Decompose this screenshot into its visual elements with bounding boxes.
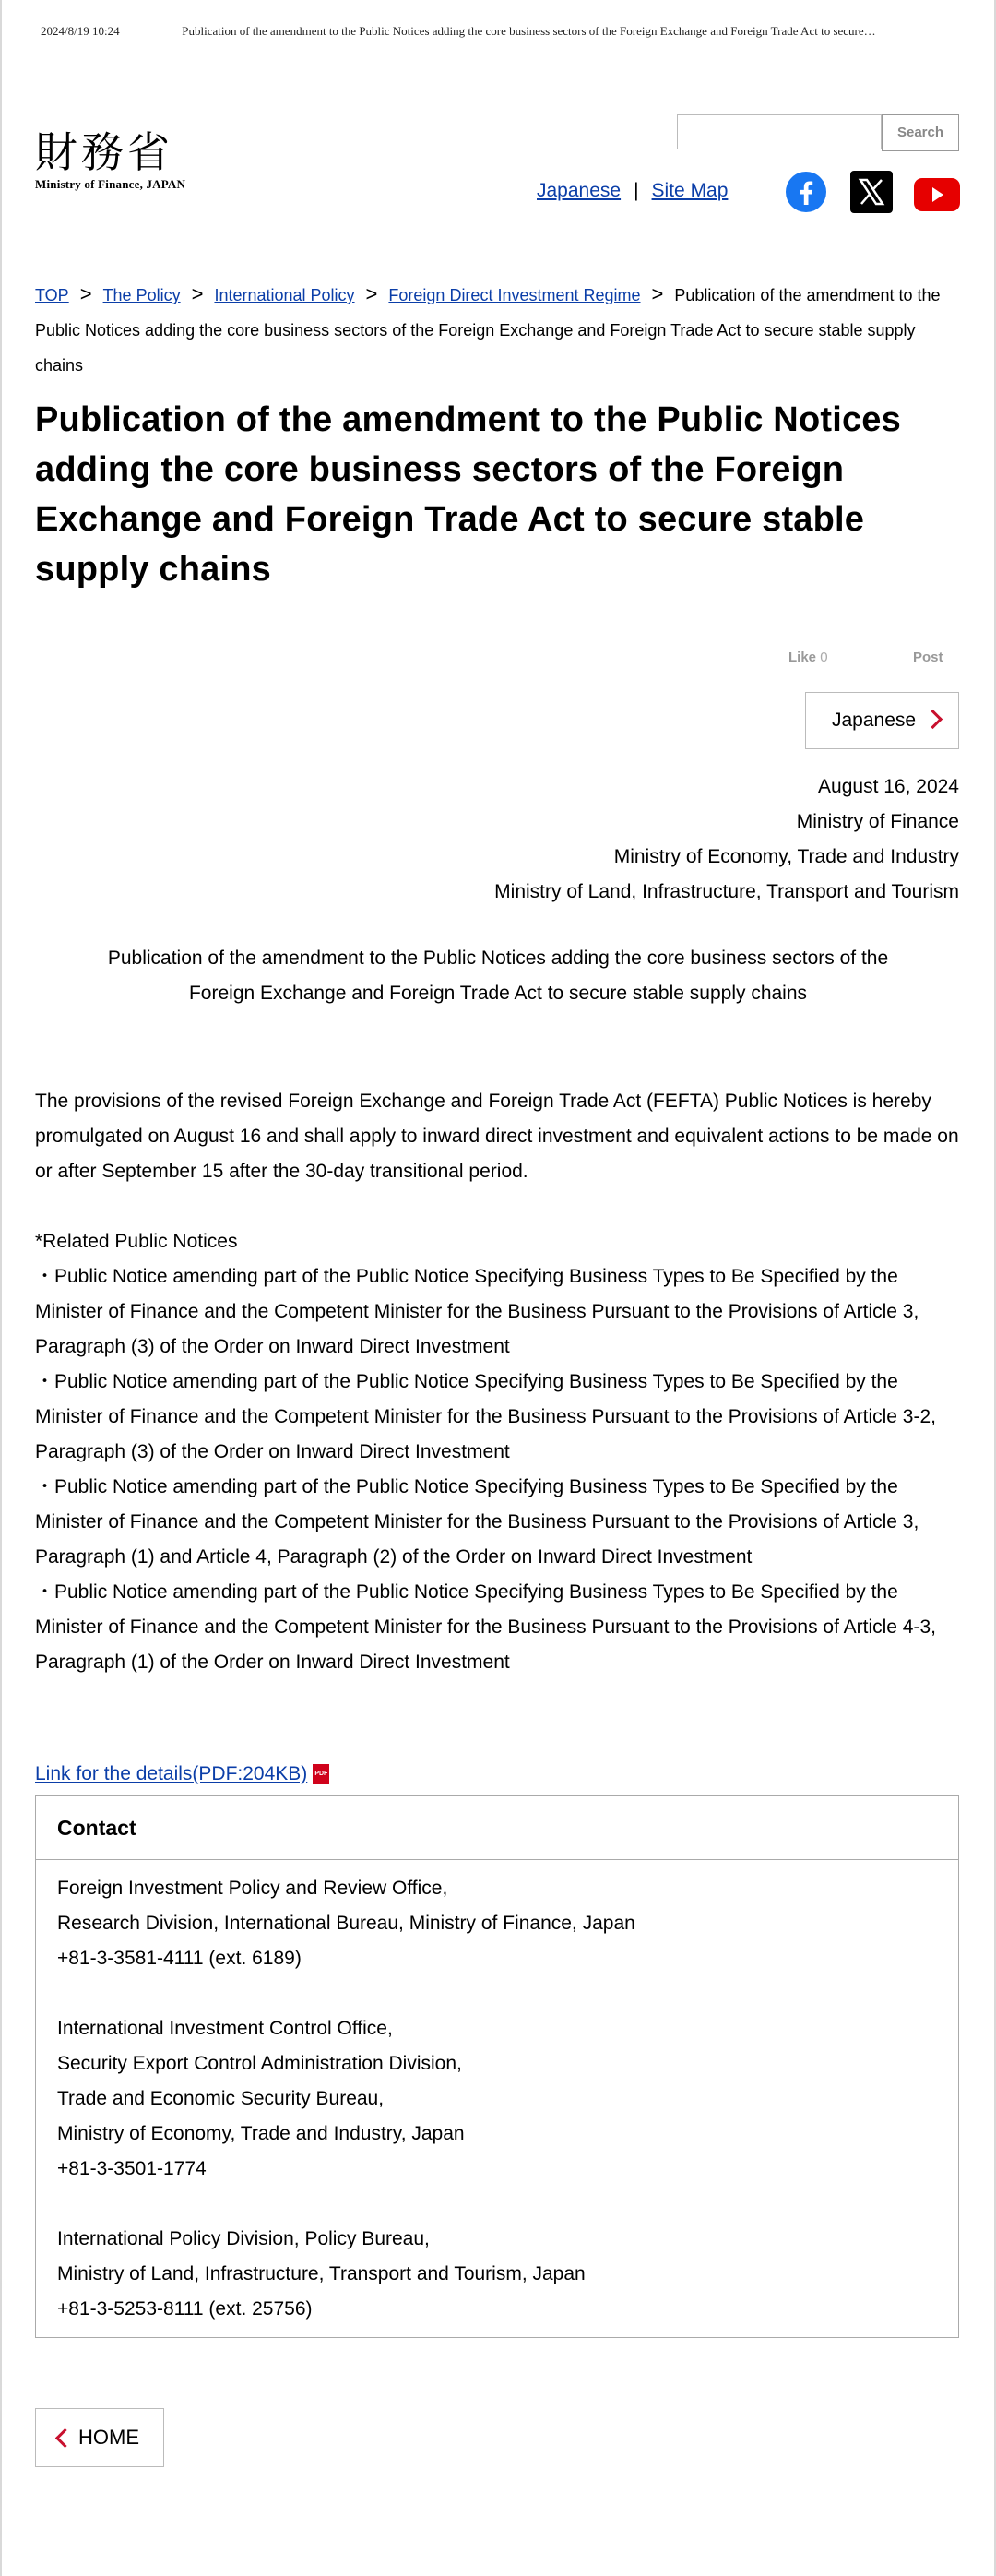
x-icon[interactable] <box>850 171 893 213</box>
contact-line: International Policy Division, Policy Bureau, <box>57 2228 430 2249</box>
contact-line: Security Export Control Administration Division, <box>57 2053 462 2074</box>
pdf-icon: PDF <box>313 1764 329 1784</box>
related-heading: *Related Public Notices <box>35 1231 238 1252</box>
pdf-details-link[interactable] <box>35 1763 329 1785</box>
contact-line: Research Division, International Bureau, Ministry of Finance, Japan <box>57 1913 635 1934</box>
contact-phone: +81-3-5253-8111 (ext. 25756) <box>57 2298 313 2320</box>
org-meti: Ministry of Economy, Trade and Industry <box>613 846 959 867</box>
contact-block-mof <box>57 1871 937 1976</box>
top-links <box>537 180 728 202</box>
logo-english: Ministry of Finance, JAPAN <box>35 177 186 191</box>
page-title: Publication of the amendment to the Public Notices adding the core business sectors of the Foreign Exchange and Foreign Trade Act to secure stable supply chains <box>35 400 901 589</box>
breadcrumb <box>35 277 959 383</box>
related-notice-item: ・Public Notice amending part of the Public Notice Specifying Business Types to Be Specified by the Minister of Finance and the Competent Minister for the Business Pursuant to the Provisions of Article 3, Paragraph (1) and Article 4, Paragraph (2) of the Order on Inward Direct Investment <box>35 1476 919 1568</box>
page-frame-left <box>0 0 2 2576</box>
release-meta <box>406 769 959 910</box>
mof-logo[interactable] <box>35 129 185 192</box>
contact-block-meti <box>57 2011 937 2187</box>
org-mof: Ministry of Finance <box>796 811 959 832</box>
related-notice-item: ・Public Notice amending part of the Public Notice Specifying Business Types to Be Specified by the Minister of Finance and the Competent Minister for the Business Pursuant to the Provisions of Article 4-3, Paragraph (1) of the Order on Inward Direct Investment <box>35 1581 936 1673</box>
contact-phone: +81-3-3581-4111 (ext. 6189) <box>57 1948 302 1969</box>
facebook-icon[interactable] <box>786 172 826 212</box>
pdf-link-text[interactable]: Link for the details(PDF:204KB) <box>35 1763 308 1784</box>
contact-heading: Contact <box>36 1796 958 1860</box>
contact-line: Foreign Investment Policy and Review Office, <box>57 1878 448 1899</box>
breadcrumb-separator: > <box>79 282 92 305</box>
chevron-right-icon <box>923 710 943 729</box>
contact-block-mlit <box>57 2222 937 2327</box>
release-date: August 16, 2024 <box>818 776 959 797</box>
search-button[interactable]: Search <box>882 114 959 151</box>
home-button[interactable] <box>35 2408 164 2467</box>
chevron-left-icon <box>55 2428 75 2448</box>
related-notice-item: ・Public Notice amending part of the Public Notice Specifying Business Types to Be Specified by the Minister of Finance and the Competent Minister for the Business Pursuant to the Provisions of Article 3, Paragraph (3) of the Order on Inward Direct Investment <box>35 1266 919 1357</box>
language-button-label: Japanese <box>832 710 917 731</box>
contact-line: Trade and Economic Security Bureau, <box>57 2088 385 2109</box>
language-button[interactable] <box>805 692 959 749</box>
like-button[interactable] <box>788 650 828 665</box>
contact-phone: +81-3-3501-1774 <box>57 2158 207 2179</box>
contact-box <box>35 1795 959 2338</box>
breadcrumb-top[interactable]: TOP <box>35 286 69 304</box>
like-count: 0 <box>820 650 828 665</box>
japanese-link[interactable]: Japanese <box>537 180 622 201</box>
contact-line: International Investment Control Office, <box>57 2018 393 2039</box>
breadcrumb-separator: > <box>651 282 664 305</box>
like-label: Like <box>788 650 817 665</box>
breadcrumb-separator: > <box>365 282 378 305</box>
breadcrumb-the-policy[interactable]: The Policy <box>102 286 181 304</box>
top-links-separator: | <box>634 180 639 201</box>
home-button-label: HOME <box>78 2426 139 2449</box>
search-input[interactable] <box>677 114 882 149</box>
breadcrumb-current: Publication of the amendment to the Public Notices adding the core business sectors of the Foreign Exchange and Foreign Trade Act to secure stable supply chains <box>35 286 941 375</box>
related-notices <box>35 1224 959 1680</box>
print-datetime: 2024/8/19 10:24 <box>41 24 120 38</box>
sitemap-link[interactable]: Site Map <box>651 180 729 201</box>
contact-line: Ministry of Economy, Trade and Industry, Japan <box>57 2123 465 2144</box>
org-mlit: Ministry of Land, Infrastructure, Transport and Tourism <box>494 881 959 902</box>
intro-paragraph: The provisions of the revised Foreign Exchange and Foreign Trade Act (FEFTA) Public Notices is hereby promulgated on August 16 and shall apply to inward direct investment and equivalent actions to be made on or after September 15 after the 30-day transitional period. <box>35 1091 959 1182</box>
contact-body <box>36 1860 958 2338</box>
content-subtitle: Publication of the amendment to the Public Notices adding the core business sectors of the Foreign Exchange and Foreign Trade Act to secure stable supply chains <box>107 948 889 1004</box>
youtube-icon[interactable] <box>914 178 960 211</box>
post-button[interactable]: Post <box>913 650 943 665</box>
breadcrumb-separator: > <box>191 282 204 305</box>
print-title: Publication of the amendment to the Public Notices adding the core business sectors of the Foreign Exchange and Foreign Trade Act to secure… <box>182 24 876 38</box>
breadcrumb-international-policy[interactable]: International Policy <box>214 286 355 304</box>
breadcrumb-fdi-regime[interactable]: Foreign Direct Investment Regime <box>388 286 641 304</box>
logo-kanji: 財務省 <box>35 127 173 177</box>
print-header <box>41 24 963 39</box>
related-notice-item: ・Public Notice amending part of the Public Notice Specifying Business Types to Be Specified by the Minister of Finance and the Competent Minister for the Business Pursuant to the Provisions of Article 3-2, Paragraph (3) of the Order on Inward Direct Investment <box>35 1371 936 1462</box>
contact-line: Ministry of Land, Infrastructure, Transport and Tourism, Japan <box>57 2263 586 2284</box>
